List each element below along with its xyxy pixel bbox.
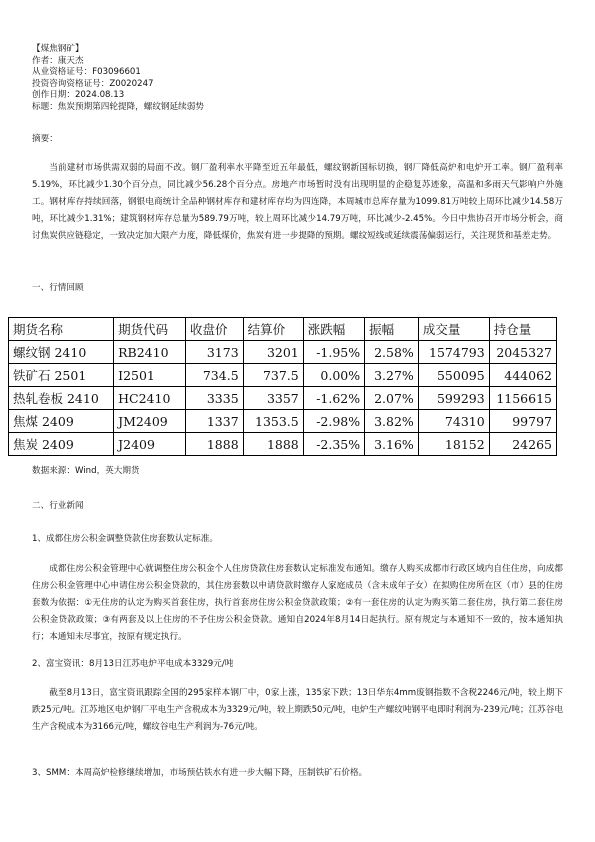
table-cell: 螺纹钢 2410	[9, 341, 114, 364]
table-cell: 737.5	[243, 364, 303, 387]
table-cell: -1.95%	[303, 341, 364, 364]
table-cell: 焦煤 2409	[9, 410, 114, 433]
table-cell: 热轧卷板 2410	[9, 387, 114, 410]
col-header: 结算价	[243, 318, 303, 341]
section2-title: 二、行业新闻	[32, 501, 84, 511]
license-line: 从业资格证号：F03096601	[32, 67, 141, 78]
table-cell: 734.5	[186, 364, 244, 387]
table-row	[9, 387, 557, 410]
table-cell: 599293	[418, 387, 489, 410]
table-cell: 1337	[186, 410, 244, 433]
news2-paragraph: 截至8月13日，富宝资讯跟踪全国的295家样本钢厂中，0家上涨，135家下跌；13日华东4mm废钢指数不含税2246元/吨，较上期下跌25元/吨。江苏地区电炉钢厂平电生产含税成本为3329元/吨，较上期跌50元/吨，电炉生产螺纹吨钢平电即时利润为-239元/吨；江苏谷电生产含税成本为3166元/吨，螺纹谷电生产利润为-76元/吨。	[32, 688, 563, 732]
category-tag: 【煤焦钢矿】	[32, 44, 84, 54]
news1-title: 1、成都住房公积金调整贷款住房套数认定标准。	[32, 534, 218, 544]
title-line: 标题：焦炭预期第四轮提降，螺纹钢延续弱势	[32, 101, 204, 112]
table-cell: 焦炭 2409	[9, 433, 114, 456]
table-cell: 444062	[489, 364, 556, 387]
table-cell: 铁矿石 2501	[9, 364, 114, 387]
table-cell: 24265	[489, 433, 556, 456]
col-header: 持仓量	[489, 318, 556, 341]
table-cell: 3201	[243, 341, 303, 364]
col-header: 涨跌幅	[303, 318, 364, 341]
table-cell: 2.58%	[365, 341, 419, 364]
table-cell: 2045327	[489, 341, 556, 364]
table-cell: J2409	[114, 433, 186, 456]
col-header: 成交量	[418, 318, 489, 341]
summary-label: 摘要：	[32, 134, 58, 144]
table-cell: I2501	[114, 364, 186, 387]
table-cell: HC2410	[114, 387, 186, 410]
table-row	[9, 364, 557, 387]
news1-paragraph: 成都住房公积金管理中心就调整住房公积金个人住房贷款住房套数认定标准发布通知。缴存人购买成都市行政区域内自住住房，向成都住房公积金管理中心申请住房公积金贷款的，其住房套数以申请贷款时缴存人家庭成员（含未成年子女）在拟购住房所在区（市）县的住房套数为依据：①无住房的认定为购买首套住房，执行首套房住房公积金贷款政策；②有一套住房的认定为购买第二套住房，执行第二套住房公积金贷款政策；③有两套及以上住房的不予住房公积金贷款。通知自2024年8月14日起执行。原有规定与本通知不一致的，按本通知执行；本通知未尽事宜，按原有规定执行。	[32, 564, 563, 642]
table-cell: 3.16%	[365, 433, 419, 456]
summary-paragraph: 当前建材市场供需双弱的局面不改。钢厂盈利率水平降至近五年最低，螺纹钢新国标切换，钢厂降低高炉和电炉开工率。钢厂盈利率5.19%，环比减少1.30个百分点，同比减少56.28个百分点。房地产市场暂时没有出现明显的企稳复苏迹象，高温和多雨天气影响户外施工。钢材库存持续回落，钢银电商统计全品种钢材库存和建材库存均为四连降，本周城市总库存量为1099.81万吨较上周环比减少14.58万吨，环比减少1.31%；建筑钢材库存总量为589.79万吨，较上周环比减少14.79万吨，环比减少-2.45%。今日中焦协召开市场分析会，商讨焦炭供应链稳定，一致决定加大限产力度，降低煤价，焦炭有进一步提降的预期。螺纹短线或延续震荡偏弱运行，关注现货和基差走势。	[32, 163, 563, 241]
table-cell: RB2410	[114, 341, 186, 364]
table-cell: 550095	[418, 364, 489, 387]
table-cell: 3335	[186, 387, 244, 410]
author-line: 作者：康天杰	[32, 55, 84, 66]
data-source-note: 数据来源：Wind，英大期货	[32, 466, 140, 476]
table-row	[9, 410, 557, 433]
table-cell: -2.35%	[303, 433, 364, 456]
table-cell: 3.27%	[365, 364, 419, 387]
table-cell: 18152	[418, 433, 489, 456]
table-row	[9, 341, 557, 364]
news2-title: 2、富宝资讯：8月13日江苏电炉平电成本3329元/吨	[32, 659, 234, 669]
news3-title: 3、SMM：本周高炉检修继续增加，市场预估铁水有进一步大幅下降，压制铁矿石价格。	[32, 768, 368, 778]
section1-title: 一、行情回顾	[32, 283, 84, 293]
col-header: 期货代码	[114, 318, 186, 341]
document-header	[32, 44, 204, 114]
date-line: 创作日期：2024.08.13	[32, 90, 125, 101]
table-cell: 1888	[186, 433, 244, 456]
col-header: 振幅	[365, 318, 419, 341]
table-cell: -2.98%	[303, 410, 364, 433]
table-cell: 0.00%	[303, 364, 364, 387]
table-cell: -1.62%	[303, 387, 364, 410]
table-row	[9, 433, 557, 456]
col-header: 期货名称	[9, 318, 114, 341]
table-cell: 1156615	[489, 387, 556, 410]
table-cell: 2.07%	[365, 387, 419, 410]
table-cell: 1574793	[418, 341, 489, 364]
table-cell: 74310	[418, 410, 489, 433]
table-cell: 3173	[186, 341, 244, 364]
advisory-license-line: 投资咨询资格证号：Z0020247	[32, 78, 154, 89]
table-cell: 3357	[243, 387, 303, 410]
table-cell: JM2409	[114, 410, 186, 433]
table-header-row	[9, 318, 557, 341]
table-cell: 1888	[243, 433, 303, 456]
table-cell: 1353.5	[243, 410, 303, 433]
col-header: 收盘价	[186, 318, 244, 341]
table-cell: 3.82%	[365, 410, 419, 433]
table-cell: 99797	[489, 410, 556, 433]
market-review-table	[8, 317, 557, 456]
